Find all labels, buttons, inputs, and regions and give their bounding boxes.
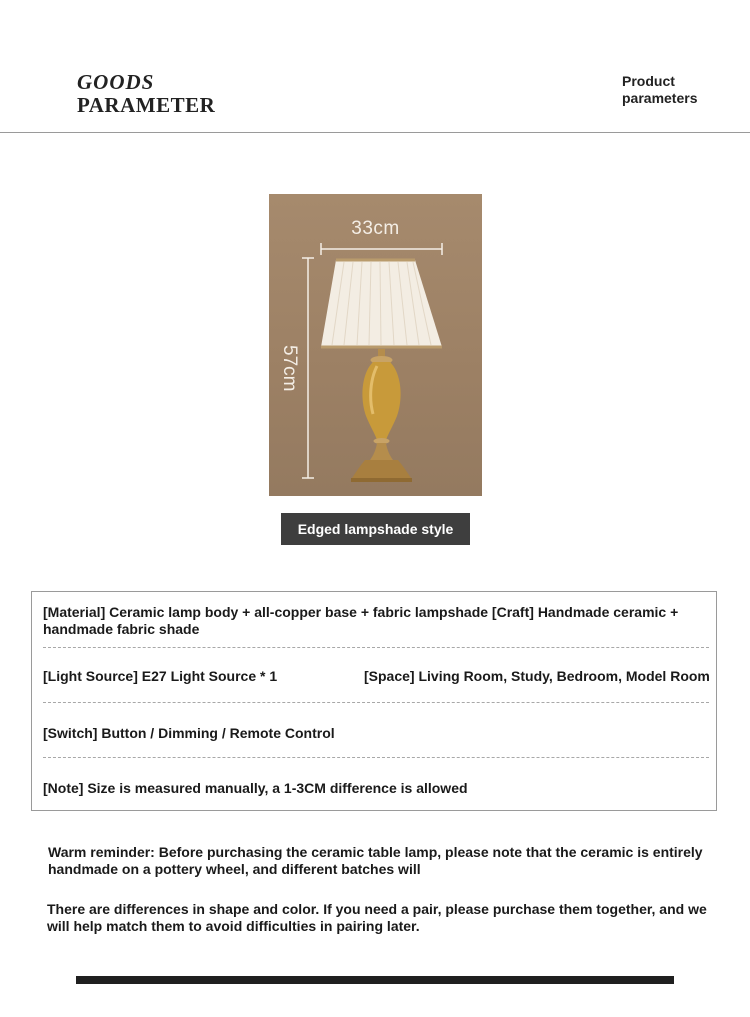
header-title-goods: GOODS (77, 70, 155, 94)
warm-reminder-paragraph-2: There are differences in shape and color. If you need a pair, please purchase them together, and we will help match them to avoid difficulties in pairing later. (47, 901, 707, 934)
lampshade-style-label: Edged lampshade style (281, 513, 470, 545)
lamp-product-photo (269, 194, 482, 496)
spec-table (31, 591, 717, 811)
spec-divider (43, 757, 709, 758)
spec-light-source: [Light Source] E27 Light Source * 1 (43, 668, 278, 684)
warm-reminder-paragraph-1: Warm reminder: Before purchasing the ceramic table lamp, please note that the ceramic is entirely handmade on a pottery wheel, and different batches will (48, 844, 703, 877)
header-title-parameter: PARAMETER (77, 93, 216, 117)
bottom-divider-bar (76, 976, 674, 984)
spec-divider (43, 702, 709, 703)
header-subtitle (622, 73, 732, 107)
header-subtitle-line2: parameters (622, 90, 698, 106)
header-divider (0, 132, 750, 133)
header-subtitle-line1: Product (622, 73, 675, 89)
width-dimension-label: 33cm (351, 218, 400, 239)
spec-divider (43, 647, 709, 648)
spec-space: [Space] Living Room, Study, Bedroom, Model Room (364, 668, 710, 684)
spec-material-craft: [Material] Ceramic lamp body + all-copper base + fabric lampshade [Craft] Handmade ceramic + handmade fabric shade (43, 604, 679, 637)
spec-note: [Note] Size is measured manually, a 1-3CM difference is allowed (43, 780, 468, 796)
height-dimension-label: 57cm (279, 345, 300, 392)
spec-switch: [Switch] Button / Dimming / Remote Control (43, 725, 335, 741)
